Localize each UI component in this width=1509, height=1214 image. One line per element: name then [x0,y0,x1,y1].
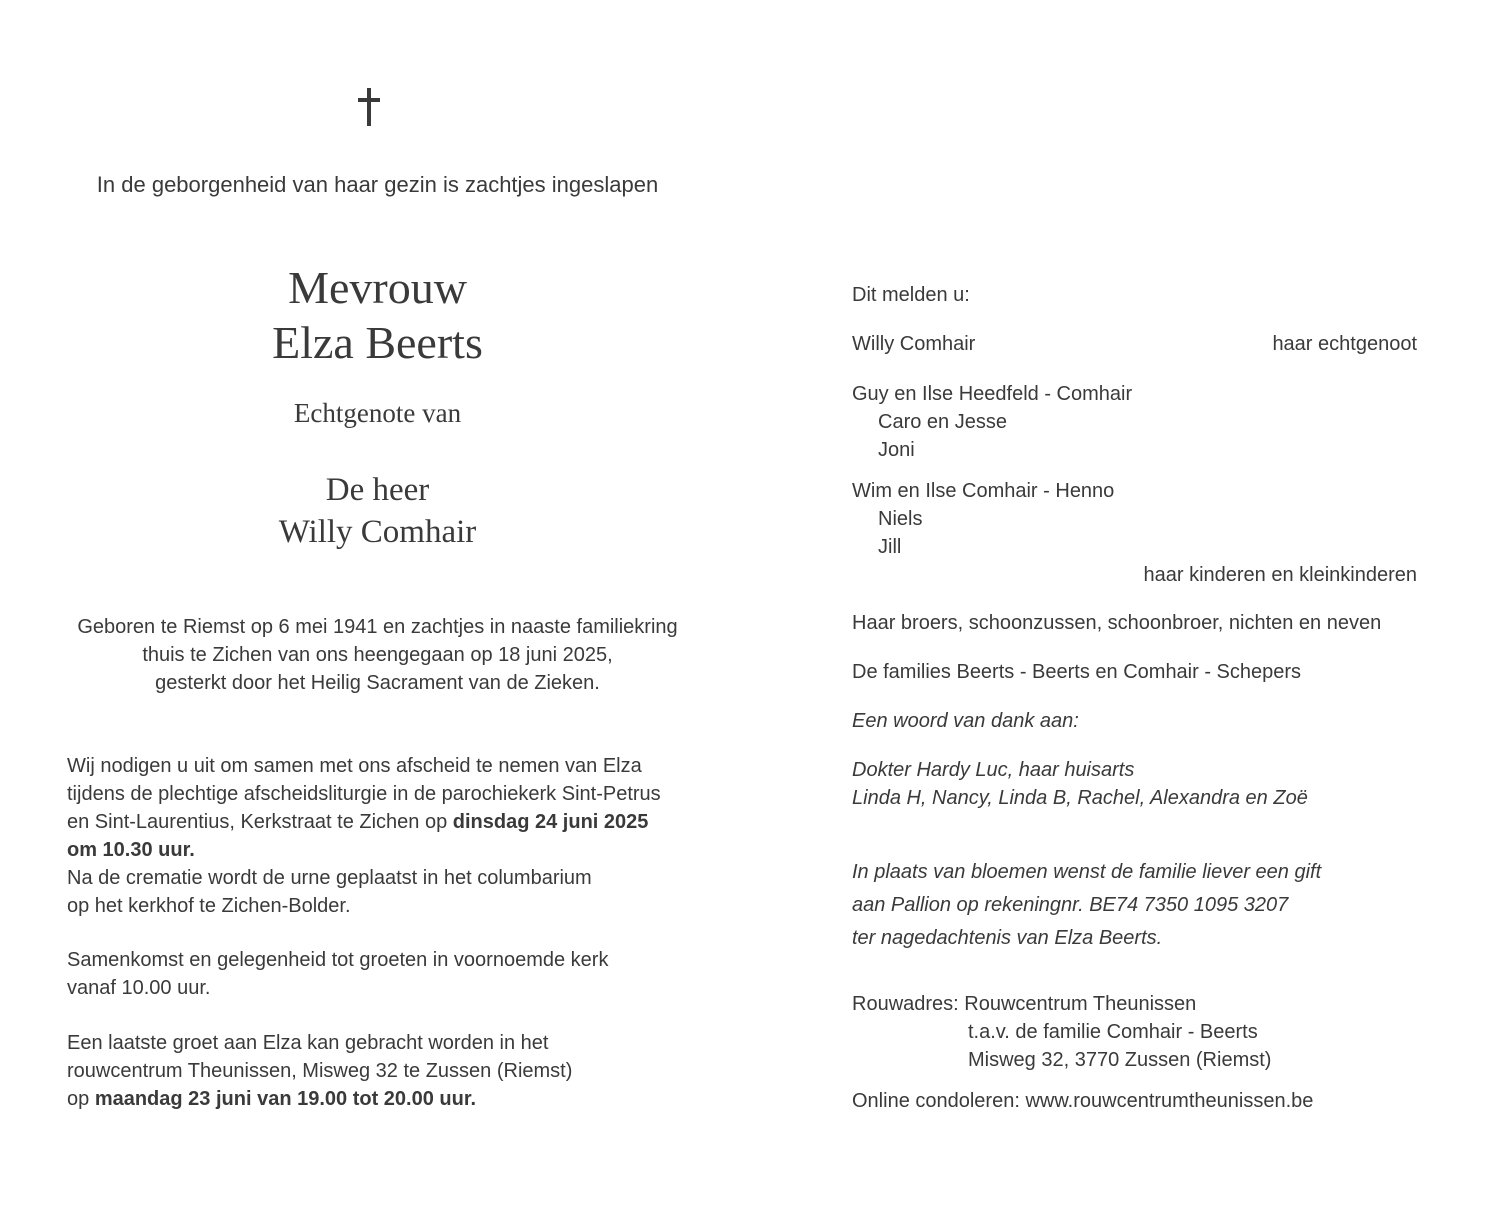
spouse-label: Echtgenote van [293,398,462,428]
birth-death-info [40,613,715,697]
born-line: thuis te Zichen van ons heengegaan op 18 juni 2025, [142,644,613,666]
address-line: Misweg 32, 3770 Zussen (Riemst) [968,1049,1272,1071]
born-line: Geboren te Riemst op 6 mei 1941 en zachtjes in naaste familiekring [77,616,678,638]
thanks-line: Dokter Hardy Luc, haar huisarts [852,759,1135,781]
spouse-row [852,330,1417,358]
family-member: Niels [878,508,923,530]
mourning-address [852,990,1417,1074]
invitation-paragraph [67,752,717,920]
farewell-line [67,1085,717,1113]
born-line: gesterkt door het Heilig Sacrament van de Zieken. [155,672,600,694]
family-member: Joni [878,439,915,461]
address-line [852,990,1417,1018]
thanks-label: Een woord van dank aan: [852,710,1079,732]
thanks-line: Linda H, Nancy, Linda B, Rachel, Alexandra en Zoë [852,787,1308,809]
family-head: Wim en Ilse Comhair - Henno [852,480,1115,502]
invite-line: op het kerkhof te Zichen-Bolder. [67,895,351,917]
intro-text: In de geborgenheid van haar gezin is zachtjes ingeslapen [96,172,659,197]
invite-line: Na de crematie wordt de urne geplaatst in het columbarium [67,867,592,889]
invite-line [67,808,717,836]
farewell-line: rouwcentrum Theunissen, Misweg 32 te Zussen (Riemst) [67,1060,573,1082]
visitation-time: maandag 23 juni van 19.00 tot 20.00 uur. [94,1088,477,1110]
husband-title: De heer [325,472,430,508]
families-line: De families Beerts - Beerts en Comhair - Schepers [852,661,1302,683]
address-venue: Rouwcentrum Theunissen [964,993,1197,1015]
gift-line: aan Pallion op rekeningnr. BE74 7350 1095 3207 [852,894,1289,916]
online-condolence: Online condoleren: www.rouwcentrumtheunissen.be [852,1090,1314,1112]
title-mevrouw: Mevrouw [288,262,467,313]
thanks-list [852,756,1417,812]
spouse-role: haar echtgenoot [1272,333,1417,355]
gift-line: ter nagedachtenis van Elza Beerts. [852,927,1163,949]
husband-name: Willy Comhair [278,514,477,550]
address-line: t.a.v. de familie Comhair - Beerts [968,1021,1258,1043]
gathering-line: vanaf 10.00 uur. [67,977,211,999]
gift-line: In plaats van bloemen wenst de familie liever een gift [852,861,1322,883]
family-head: Guy en Ilse Heedfeld - Comhair [852,383,1133,405]
cross-icon [340,82,400,132]
gift-paragraph [852,856,1417,955]
announce-label: Dit melden u: [852,284,970,306]
farewell-line: Een laatste groet aan Elza kan gebracht worden in het [67,1032,549,1054]
farewell-paragraph [67,1029,717,1113]
invite-line: tijdens de plechtige afscheidsliturgie in de parochiekerk Sint-Petrus [67,783,661,805]
family-member: Caro en Jesse [878,411,1007,433]
family-group-2 [852,477,1417,589]
service-date: dinsdag 24 juni 2025 [452,811,649,833]
gathering-line: Samenkomst en gelegenheid tot groeten in voornoemde kerk [67,949,609,971]
deceased-name: Elza Beerts [272,317,483,368]
gathering-paragraph [67,946,717,1002]
children-role: haar kinderen en kleinkinderen [1143,564,1417,586]
farewell-text: op [67,1088,95,1110]
invite-line: Wij nodigen u uit om samen met ons afscheid te nemen van Elza [67,755,642,777]
family-group-1 [852,380,1417,464]
address-label: Rouwadres: [852,993,965,1015]
service-time: om 10.30 uur. [67,839,195,861]
spouse-name: Willy Comhair [852,333,976,355]
siblings-line: Haar broers, schoonzussen, schoonbroer, nichten en neven [852,612,1382,634]
invite-text: en Sint-Laurentius, Kerkstraat te Zichen op [67,811,453,833]
family-member: Jill [878,536,902,558]
